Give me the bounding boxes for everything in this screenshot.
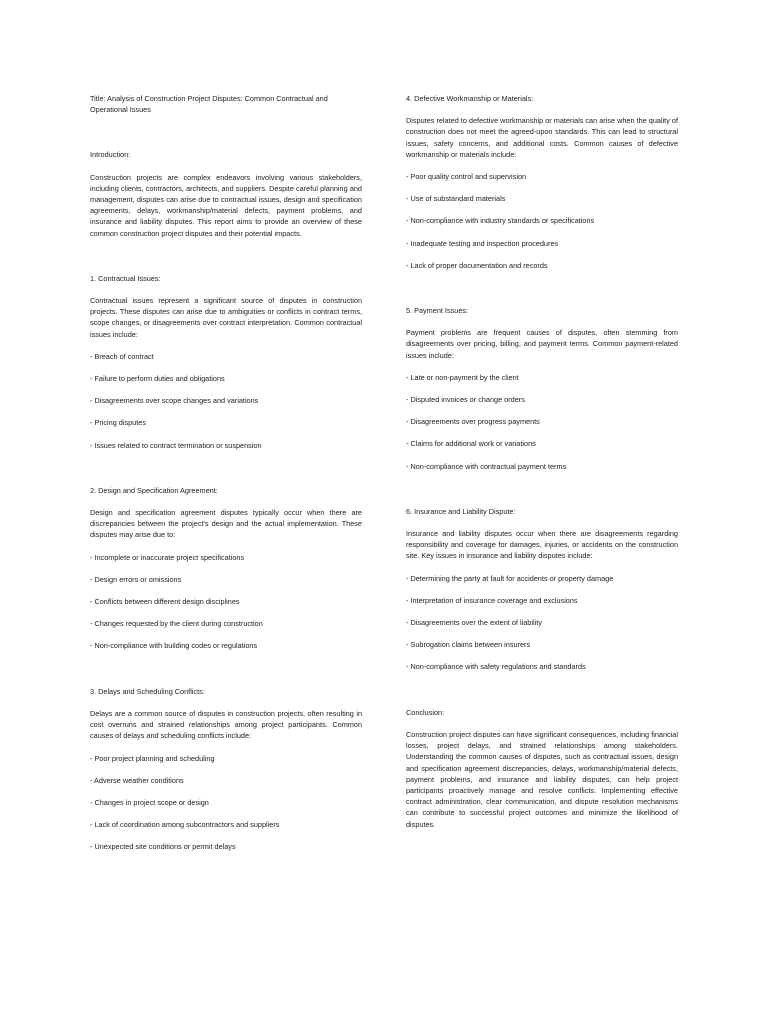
- section-6-bullet: - Subrogation claims between insurers: [406, 640, 531, 650]
- section-5-bullet: - Non-compliance with contractual payment terms: [406, 461, 567, 471]
- section-4-bullet: - Use of substandard materials: [406, 194, 506, 204]
- section-2-bullet: - Changes requested by the client during construction: [90, 619, 263, 629]
- section-1-bullet: - Disagreements over scope changes and variations: [90, 396, 259, 406]
- section-5-body: Payment problems are frequent causes of disputes, often stemming from disagreements over pricing, billing, and payment terms. Common payment-related issues include:: [406, 328, 678, 360]
- section-2-bullet: - Incomplete or inaccurate project specifications: [90, 552, 245, 562]
- section-4-bullet: - Poor quality control and supervision: [406, 172, 527, 182]
- section-6-body: Insurance and liability disputes occur when there are disagreements regarding responsibility and coverage for damages, injuries, or accidents on the construction site. Key issues in insurance and liability disputes include:: [406, 529, 678, 561]
- section-1-bullet: - Breach of contract: [90, 351, 154, 361]
- section-3-bullet: - Changes in project scope or design: [90, 797, 209, 807]
- left-column: [90, 93, 362, 864]
- document-title: Title: Analysis of Construction Project Disputes: Common Contractual and Operational Issues: [90, 94, 328, 115]
- section-3-heading: 3. Delays and Scheduling Conflicts:: [90, 686, 205, 696]
- section-6-bullet: - Disagreements over the extent of liability: [406, 618, 542, 628]
- spacer: [406, 684, 678, 707]
- section-6-bullet: - Non-compliance with safety regulations and standards: [406, 662, 586, 672]
- introduction-heading: Introduction:: [90, 150, 131, 160]
- section-2-heading: 2. Design and Specification Agreement:: [90, 485, 218, 495]
- spacer: [406, 282, 678, 305]
- section-2-bullet: - Non-compliance with building codes or regulations: [90, 641, 258, 651]
- section-1-bullet: - Pricing disputes: [90, 418, 146, 428]
- introduction-body: Construction projects are complex endeavors involving various stakeholders, including clients, contractors, architects, and suppliers. Despite careful planning and management, disputes can arise due to contractual issues, design and specification agreements, delays, workmanship/material defects, payment problems, and insurance and liability disputes. This report aims to provide an overview of these common construction project disputes and their potential impacts.: [90, 172, 362, 238]
- section-4-bullet: - Lack of proper documentation and records: [406, 260, 548, 270]
- spacer: [90, 462, 362, 485]
- section-2-bullet: - Conflicts between different design disciplines: [90, 597, 240, 607]
- section-6-bullet: - Determining the party at fault for accidents or property damage: [406, 573, 614, 583]
- section-1-bullet: - Issues related to contract termination or suspension: [90, 440, 262, 450]
- section-1-heading: 1. Contractual Issues:: [90, 273, 161, 283]
- section-1-bullet: - Failure to perform duties and obligations: [90, 374, 225, 384]
- spacer: [90, 663, 362, 686]
- section-2-bullet: - Design errors or omissions: [90, 574, 182, 584]
- section-6-bullet: - Interpretation of insurance coverage and exclusions: [406, 595, 578, 605]
- section-5-bullet: - Claims for additional work or variations: [406, 439, 536, 449]
- section-5-bullet: - Late or non-payment by the client: [406, 372, 519, 382]
- section-3-bullet: - Poor project planning and scheduling: [90, 753, 215, 763]
- conclusion-heading: Conclusion:: [406, 707, 445, 717]
- conclusion-body: Construction project disputes can have significant consequences, including financial losses, project delays, and strained relationships among stakeholders. Understanding the common causes of disputes, such as contractual issues, design and specification agreement discrepancies, delays, workmanship/material defects, payment problems, and insurance and liability disputes, can help project participants proactively manage and resolve conflicts. Implementing effective contract administration, clear communication, and dispute resolution mechanisms can contribute to successful project outcomes and minimize the likelihood of disputes.: [406, 729, 678, 829]
- section-3-bullet: - Unexpected site conditions or permit delays: [90, 842, 236, 852]
- right-column: [406, 93, 678, 841]
- section-5-bullet: - Disputed invoices or change orders: [406, 395, 525, 405]
- section-4-body: Disputes related to defective workmanship or materials can arise when the quality of construction does not meet the agreed-upon standards. This can lead to structural issues, safety concerns, and additional costs. Common causes of defective workmanship or materials include:: [406, 116, 678, 159]
- section-4-heading: 4. Defective Workmanship or Materials:: [406, 94, 534, 103]
- section-3-bullet: - Lack of coordination among subcontractors and suppliers: [90, 820, 280, 830]
- section-5-heading: 5. Payment Issues:: [406, 306, 469, 316]
- section-5-bullet: - Disagreements over progress payments: [406, 417, 540, 427]
- section-2-body: Design and specification agreement disputes typically occur when there are discrepancies between the project's design and the actual implementation. These disputes may arise due to:: [90, 508, 362, 540]
- spacer: [406, 483, 678, 506]
- section-4-bullet: - Inadequate testing and inspection procedures: [406, 238, 559, 248]
- section-4-bullet: - Non-compliance with industry standards or specifications: [406, 216, 595, 226]
- section-1-body: Contractual issues represent a significant source of disputes in construction projects. These disputes can arise due to ambiguities or conflicts in contract terms, scope changes, or disagreements over contract interpretation. Common contractual issues include:: [90, 296, 362, 339]
- section-3-body: Delays are a common source of disputes in construction projects, often resulting in cost overruns and strained relationships among project participants. Common causes of delays and scheduling conflicts include:: [90, 708, 362, 741]
- section-6-heading: 6. Insurance and Liability Dispute:: [406, 506, 516, 516]
- spacer: [90, 250, 362, 273]
- section-3-bullet: - Adverse weather conditions: [90, 775, 184, 785]
